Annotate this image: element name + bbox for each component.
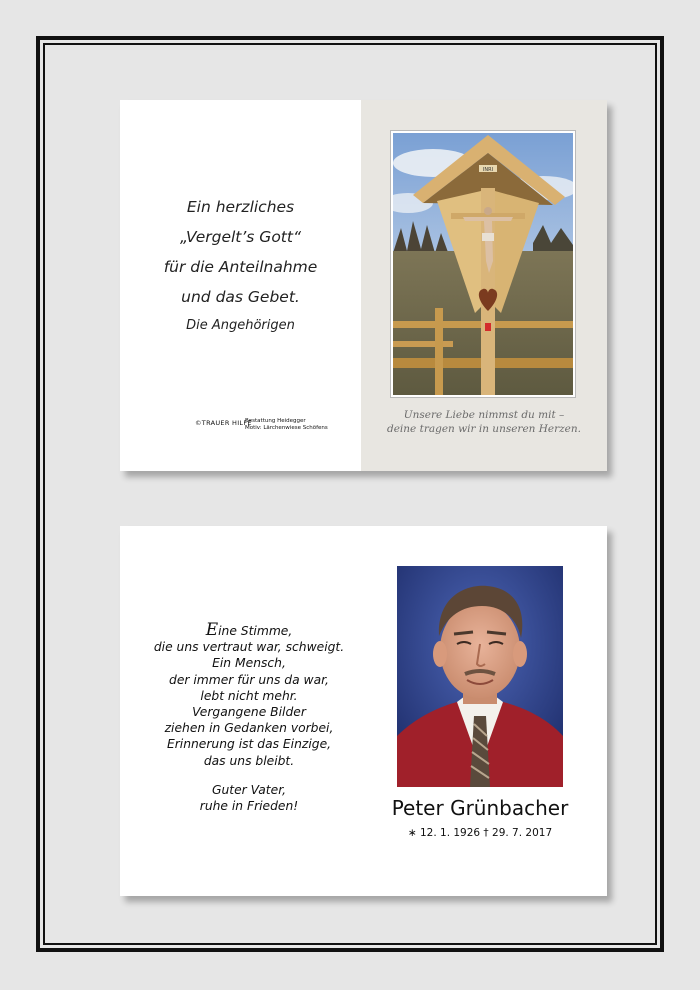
deceased-name: Peter Grünbacher — [391, 796, 569, 820]
poem-line: das uns bleibt. — [203, 753, 295, 768]
poem-line: Ein Mensch, — [212, 656, 286, 671]
quote — [361, 408, 607, 436]
poem-line: die uns vertraut war, schweigt. — [153, 640, 345, 655]
thanks-text — [120, 192, 361, 312]
poem-line: lebt nicht mehr. — [200, 688, 298, 703]
life-dates: ∗ 12. 1. 1926 † 29. 7. 2017 — [407, 827, 553, 839]
memorial-card — [120, 526, 607, 896]
imprint-brand: ©TRAUER HILFE — [195, 419, 252, 427]
thanks-line: für die Anteilnahme — [163, 258, 318, 276]
poem-line: ziehen in Gedanken vorbei, — [164, 721, 334, 736]
poem-line: Erinnerung ist das Einzige, — [166, 737, 332, 752]
farewell-line: Guter Vater, — [211, 783, 287, 797]
poem-first-line — [120, 622, 378, 639]
quote-line: deine tragen wir in unseren Herzen. — [387, 423, 581, 435]
wayside-cross-photo — [390, 130, 576, 398]
quote-line: Unsere Liebe nimmst du mit – — [403, 409, 565, 421]
thanks-line: und das Gebet. — [181, 288, 300, 306]
imprint-line: Motiv: Lärchenwiese Schöfens — [245, 425, 328, 431]
portrait-photo — [397, 566, 563, 787]
farewell-line: ruhe in Frieden! — [199, 799, 299, 814]
thanks-line: Ein herzliches — [186, 198, 295, 216]
imprint-line: Bestattung Heidegger — [245, 418, 306, 424]
wayside-cross-image — [393, 133, 573, 395]
poem-initial: E — [205, 620, 219, 640]
farewell — [120, 782, 378, 814]
poem-line: der immer für uns da war, — [169, 672, 329, 687]
cross-plaque: INRI — [482, 167, 494, 173]
portrait-image — [397, 566, 563, 787]
thanks-card — [120, 100, 607, 471]
poem — [120, 622, 378, 769]
thanks-card-left-panel — [120, 100, 361, 471]
thanks-line: „Vergelt’s Gott“ — [179, 228, 301, 246]
signoff: Die Angehörigen — [186, 318, 295, 333]
poem-line: Vergangene Bilder — [192, 705, 306, 720]
imprint — [195, 418, 355, 438]
poem-first-rest: ine Stimme, — [218, 624, 293, 638]
